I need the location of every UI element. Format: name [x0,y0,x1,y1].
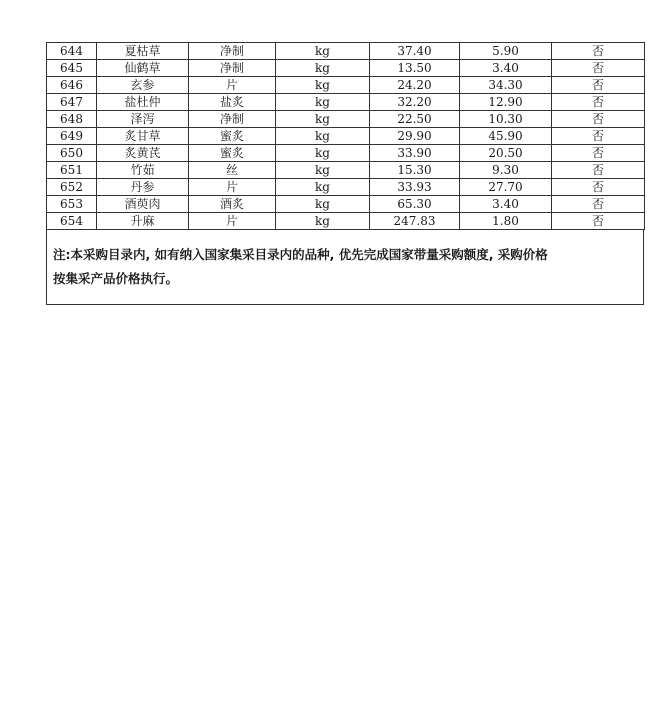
herb-name-cell: 炙黄芪 [97,145,189,162]
table-row [47,162,645,179]
quantity-cell: 10.30 [460,111,552,128]
table-row [47,213,645,230]
procurement-sheet [46,42,644,305]
centralized-procurement-flag-cell: 否 [552,43,645,60]
price-cell: 37.40 [370,43,460,60]
quantity-cell: 27.70 [460,179,552,196]
table-row [47,111,645,128]
unit-cell: kg [276,60,370,77]
row-number-cell: 646 [47,77,97,94]
price-cell: 33.90 [370,145,460,162]
row-number-cell: 654 [47,213,97,230]
price-cell: 15.30 [370,162,460,179]
row-number-cell: 644 [47,43,97,60]
unit-cell: kg [276,145,370,162]
herb-name-cell: 酒萸肉 [97,196,189,213]
processing-method-cell: 片 [189,213,276,230]
centralized-procurement-flag-cell: 否 [552,196,645,213]
row-number-cell: 651 [47,162,97,179]
unit-cell: kg [276,128,370,145]
centralized-procurement-flag-cell: 否 [552,77,645,94]
processing-method-cell: 片 [189,179,276,196]
unit-cell: kg [276,43,370,60]
price-cell: 65.30 [370,196,460,213]
table-row [47,60,645,77]
price-cell: 22.50 [370,111,460,128]
table-row [47,145,645,162]
quantity-cell: 3.40 [460,60,552,77]
centralized-procurement-flag-cell: 否 [552,60,645,77]
unit-cell: kg [276,213,370,230]
herb-name-cell: 炙甘草 [97,128,189,145]
processing-method-cell: 净制 [189,111,276,128]
price-cell: 24.20 [370,77,460,94]
herb-name-cell: 竹茹 [97,162,189,179]
herb-name-cell: 盐杜仲 [97,94,189,111]
price-cell: 29.90 [370,128,460,145]
quantity-cell: 5.90 [460,43,552,60]
processing-method-cell: 盐炙 [189,94,276,111]
centralized-procurement-flag-cell: 否 [552,128,645,145]
quantity-cell: 1.80 [460,213,552,230]
herb-name-cell: 升麻 [97,213,189,230]
unit-cell: kg [276,94,370,111]
unit-cell: kg [276,162,370,179]
row-number-cell: 652 [47,179,97,196]
processing-method-cell: 丝 [189,162,276,179]
table-row [47,128,645,145]
row-number-cell: 653 [47,196,97,213]
processing-method-cell: 蜜炙 [189,145,276,162]
price-cell: 32.20 [370,94,460,111]
row-number-cell: 650 [47,145,97,162]
centralized-procurement-flag-cell: 否 [552,145,645,162]
row-number-cell: 645 [47,60,97,77]
processing-method-cell: 净制 [189,43,276,60]
price-cell: 13.50 [370,60,460,77]
footnote-line-2: 按集采产品价格执行。 [53,271,179,286]
unit-cell: kg [276,196,370,213]
herb-name-cell: 仙鹤草 [97,60,189,77]
processing-method-cell: 蜜炙 [189,128,276,145]
quantity-cell: 12.90 [460,94,552,111]
herb-name-cell: 夏枯草 [97,43,189,60]
centralized-procurement-flag-cell: 否 [552,94,645,111]
unit-cell: kg [276,77,370,94]
table-row [47,196,645,213]
table-row [47,43,645,60]
quantity-cell: 45.90 [460,128,552,145]
quantity-cell: 3.40 [460,196,552,213]
unit-cell: kg [276,111,370,128]
table-row [47,179,645,196]
processing-method-cell: 净制 [189,60,276,77]
quantity-cell: 34.30 [460,77,552,94]
quantity-cell: 9.30 [460,162,552,179]
table-row [47,94,645,111]
price-cell: 33.93 [370,179,460,196]
footnote [46,230,644,305]
herb-name-cell: 丹参 [97,179,189,196]
catalog-table [46,42,645,230]
quantity-cell: 20.50 [460,145,552,162]
herb-name-cell: 泽泻 [97,111,189,128]
row-number-cell: 648 [47,111,97,128]
table-row [47,77,645,94]
row-number-cell: 649 [47,128,97,145]
centralized-procurement-flag-cell: 否 [552,111,645,128]
herb-name-cell: 玄参 [97,77,189,94]
centralized-procurement-flag-cell: 否 [552,179,645,196]
unit-cell: kg [276,179,370,196]
footnote-line-1: 注:本采购目录内, 如有纳入国家集采目录内的品种, 优先完成国家带量采购额度, 采购价格 [53,247,548,262]
processing-method-cell: 片 [189,77,276,94]
processing-method-cell: 酒炙 [189,196,276,213]
centralized-procurement-flag-cell: 否 [552,162,645,179]
price-cell: 247.83 [370,213,460,230]
row-number-cell: 647 [47,94,97,111]
centralized-procurement-flag-cell: 否 [552,213,645,230]
